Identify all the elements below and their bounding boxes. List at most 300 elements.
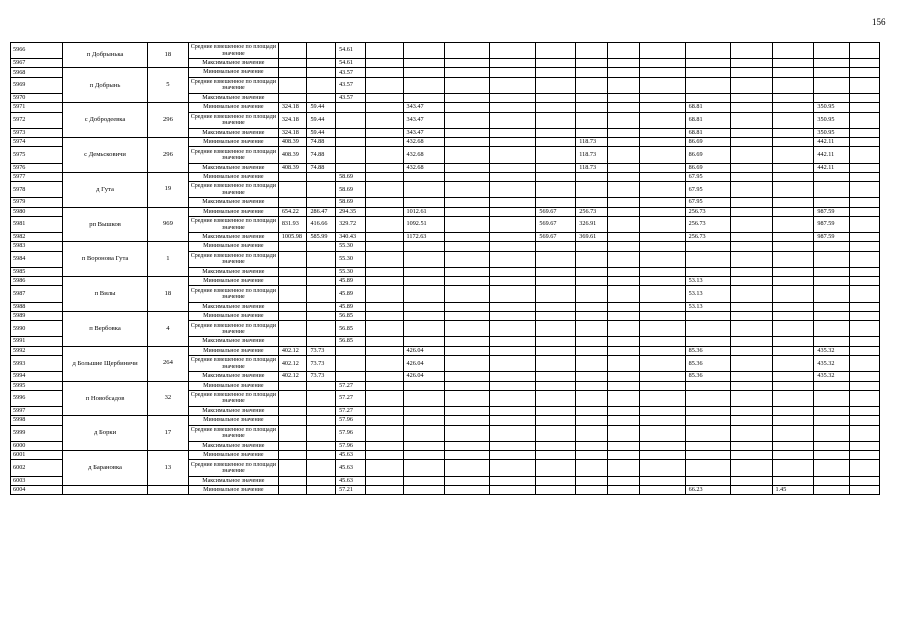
value-cell <box>365 216 403 232</box>
value-cell <box>536 138 576 147</box>
value-cell <box>490 77 536 93</box>
value-cell <box>850 346 880 355</box>
value-cell <box>490 172 536 181</box>
data-sheet <box>10 42 880 495</box>
value-cell <box>850 128 880 137</box>
population-count: 4 <box>147 311 188 346</box>
value-cell <box>850 182 880 198</box>
value-cell <box>576 286 608 302</box>
value-cell: 350.95 <box>814 128 850 137</box>
row-id: 5966 <box>11 43 63 59</box>
row-id: 5987 <box>11 286 63 302</box>
value-cell <box>490 390 536 406</box>
value-cell <box>607 302 639 311</box>
value-type-label: Максимальное значение <box>188 441 278 450</box>
value-cell <box>278 172 307 181</box>
value-cell <box>607 138 639 147</box>
value-cell <box>639 216 685 232</box>
value-cell <box>278 337 307 346</box>
value-cell <box>445 138 490 147</box>
value-cell <box>730 93 772 102</box>
value-cell <box>639 390 685 406</box>
value-cell <box>365 242 403 251</box>
value-cell <box>536 460 576 476</box>
value-cell <box>607 198 639 207</box>
table-row <box>11 485 880 494</box>
value-cell <box>772 372 814 381</box>
value-cell <box>730 242 772 251</box>
value-cell <box>365 390 403 406</box>
value-cell <box>850 390 880 406</box>
value-type-label: Минимальное значение <box>188 346 278 355</box>
value-cell <box>278 267 307 276</box>
value-cell <box>772 138 814 147</box>
value-cell <box>536 476 576 485</box>
value-cell <box>278 416 307 425</box>
value-cell <box>639 251 685 267</box>
value-cell <box>850 277 880 286</box>
value-cell <box>730 68 772 77</box>
value-cell <box>490 425 536 441</box>
value-cell <box>278 476 307 485</box>
value-cell <box>536 103 576 112</box>
value-cell <box>445 286 490 302</box>
value-cell <box>730 163 772 172</box>
value-cell <box>365 172 403 181</box>
value-cell <box>278 390 307 406</box>
value-cell <box>814 390 850 406</box>
value-cell <box>445 251 490 267</box>
value-cell <box>445 372 490 381</box>
value-cell: 350.95 <box>814 112 850 128</box>
value-cell <box>607 172 639 181</box>
value-type-label: Минимальное значение <box>188 451 278 460</box>
value-cell <box>772 182 814 198</box>
value-cell <box>607 267 639 276</box>
value-cell: 369.61 <box>576 233 608 242</box>
value-cell <box>772 128 814 137</box>
row-id: 5973 <box>11 128 63 137</box>
value-cell <box>730 337 772 346</box>
value-cell <box>730 425 772 441</box>
value-cell <box>576 43 608 59</box>
value-cell: 426.04 <box>403 346 445 355</box>
value-cell: 987.59 <box>814 233 850 242</box>
value-cell <box>814 425 850 441</box>
value-cell <box>490 356 536 372</box>
value-type-label: Максимальное значение <box>188 407 278 416</box>
value-cell <box>365 416 403 425</box>
value-cell <box>490 93 536 102</box>
value-cell <box>607 460 639 476</box>
value-cell <box>639 407 685 416</box>
value-cell: 343.47 <box>403 128 445 137</box>
table-body <box>11 43 880 495</box>
row-id: 5997 <box>11 407 63 416</box>
value-cell <box>814 337 850 346</box>
value-cell <box>730 138 772 147</box>
value-cell <box>772 356 814 372</box>
value-cell: 74.88 <box>307 163 336 172</box>
value-cell <box>607 233 639 242</box>
row-id: 5983 <box>11 242 63 251</box>
value-cell <box>607 286 639 302</box>
value-cell: 408.39 <box>278 163 307 172</box>
value-cell <box>365 267 403 276</box>
row-id: 6004 <box>11 485 63 494</box>
value-cell <box>490 286 536 302</box>
value-cell <box>445 425 490 441</box>
value-cell <box>536 372 576 381</box>
value-cell <box>536 77 576 93</box>
value-cell: 416.66 <box>307 216 336 232</box>
value-cell <box>576 242 608 251</box>
value-cell <box>490 128 536 137</box>
value-cell: 67.95 <box>685 182 730 198</box>
value-cell <box>576 198 608 207</box>
value-cell <box>576 381 608 390</box>
population-count: 5 <box>147 68 188 103</box>
value-cell <box>536 277 576 286</box>
value-cell <box>307 286 336 302</box>
value-cell <box>336 372 366 381</box>
value-cell <box>685 460 730 476</box>
settlement-name: п Добрынь <box>63 68 148 103</box>
value-cell <box>576 451 608 460</box>
value-cell <box>403 242 445 251</box>
value-cell <box>403 381 445 390</box>
value-cell: 68.81 <box>685 112 730 128</box>
row-id: 5980 <box>11 207 63 216</box>
value-cell <box>814 476 850 485</box>
value-cell: 55.30 <box>336 242 366 251</box>
value-cell <box>365 451 403 460</box>
value-cell <box>445 198 490 207</box>
value-cell <box>814 172 850 181</box>
value-cell <box>536 112 576 128</box>
value-cell <box>490 441 536 450</box>
value-type-label: Максимальное значение <box>188 93 278 102</box>
value-cell <box>772 416 814 425</box>
value-cell <box>403 182 445 198</box>
value-cell <box>490 321 536 337</box>
value-cell: 402.12 <box>278 356 307 372</box>
value-cell <box>814 321 850 337</box>
value-cell <box>772 425 814 441</box>
value-cell <box>772 172 814 181</box>
value-cell <box>772 311 814 320</box>
value-cell <box>278 77 307 93</box>
value-cell: 256.73 <box>685 207 730 216</box>
value-cell <box>730 321 772 337</box>
value-cell <box>639 172 685 181</box>
value-cell: 408.39 <box>278 147 307 163</box>
value-cell <box>607 182 639 198</box>
value-cell <box>490 216 536 232</box>
value-cell <box>850 337 880 346</box>
value-cell <box>576 425 608 441</box>
value-cell <box>730 147 772 163</box>
value-cell <box>536 267 576 276</box>
value-cell: 324.18 <box>278 103 307 112</box>
value-cell <box>403 302 445 311</box>
value-cell <box>730 277 772 286</box>
value-cell <box>576 68 608 77</box>
value-cell <box>639 112 685 128</box>
value-cell <box>850 77 880 93</box>
row-id: 5991 <box>11 337 63 346</box>
value-cell <box>730 198 772 207</box>
value-cell <box>336 346 366 355</box>
value-cell <box>772 112 814 128</box>
value-cell: 435.32 <box>814 372 850 381</box>
value-cell <box>814 198 850 207</box>
value-cell <box>772 407 814 416</box>
value-cell <box>607 59 639 68</box>
value-cell <box>576 476 608 485</box>
value-cell <box>278 182 307 198</box>
value-cell <box>730 216 772 232</box>
value-cell <box>307 407 336 416</box>
value-cell <box>607 147 639 163</box>
value-cell <box>639 416 685 425</box>
value-cell <box>365 425 403 441</box>
value-type-label: Средние взвешенное по площади значение <box>188 77 278 93</box>
value-cell: 435.32 <box>814 346 850 355</box>
value-cell <box>403 77 445 93</box>
value-cell: 1005.98 <box>278 233 307 242</box>
value-cell <box>639 93 685 102</box>
value-cell <box>850 407 880 416</box>
value-cell: 569.67 <box>536 207 576 216</box>
value-cell: 58.69 <box>336 198 366 207</box>
value-cell: 56.85 <box>336 321 366 337</box>
table-row <box>11 172 880 181</box>
value-cell <box>850 43 880 59</box>
value-cell <box>445 311 490 320</box>
value-cell <box>278 451 307 460</box>
value-type-label: Максимальное значение <box>188 128 278 137</box>
value-cell <box>403 425 445 441</box>
settlement-name: п Вилы <box>63 277 148 312</box>
value-cell <box>490 103 536 112</box>
value-cell <box>730 407 772 416</box>
value-cell <box>607 441 639 450</box>
value-cell <box>814 407 850 416</box>
value-cell <box>685 425 730 441</box>
value-cell <box>403 416 445 425</box>
row-id: 5984 <box>11 251 63 267</box>
value-cell <box>307 451 336 460</box>
value-cell <box>278 198 307 207</box>
value-cell: 86.69 <box>685 163 730 172</box>
row-id: 5979 <box>11 198 63 207</box>
value-cell <box>490 182 536 198</box>
value-cell <box>445 207 490 216</box>
value-cell: 442.11 <box>814 147 850 163</box>
value-cell <box>850 68 880 77</box>
value-cell <box>365 381 403 390</box>
value-cell <box>307 321 336 337</box>
value-cell: 45.89 <box>336 302 366 311</box>
value-cell <box>639 356 685 372</box>
value-cell <box>850 356 880 372</box>
value-cell <box>536 128 576 137</box>
value-cell <box>772 59 814 68</box>
value-cell <box>365 147 403 163</box>
value-cell: 85.36 <box>685 372 730 381</box>
value-cell <box>607 356 639 372</box>
value-cell <box>772 451 814 460</box>
population-count: 1 <box>147 242 188 277</box>
value-cell <box>490 242 536 251</box>
value-cell <box>730 207 772 216</box>
value-cell <box>576 277 608 286</box>
value-cell: 326.91 <box>576 216 608 232</box>
value-cell: 73.73 <box>307 372 336 381</box>
value-cell: 57.27 <box>336 407 366 416</box>
value-cell <box>772 207 814 216</box>
value-cell <box>607 163 639 172</box>
value-cell: 435.32 <box>814 356 850 372</box>
value-cell <box>365 233 403 242</box>
value-cell <box>490 451 536 460</box>
value-cell <box>445 112 490 128</box>
settlement-name: д Борки <box>63 416 148 451</box>
value-cell: 118.73 <box>576 163 608 172</box>
value-cell <box>365 441 403 450</box>
value-cell <box>490 372 536 381</box>
value-cell <box>490 59 536 68</box>
value-cell <box>850 103 880 112</box>
value-cell <box>445 302 490 311</box>
population-count: 32 <box>147 381 188 416</box>
value-cell <box>730 356 772 372</box>
value-cell <box>607 416 639 425</box>
value-cell <box>403 390 445 406</box>
value-cell <box>490 311 536 320</box>
value-cell: 54.61 <box>336 59 366 68</box>
value-cell <box>445 77 490 93</box>
value-cell <box>850 441 880 450</box>
value-cell <box>365 198 403 207</box>
value-type-label: Средние взвешенное по площади значение <box>188 390 278 406</box>
value-type-label: Минимальное значение <box>188 416 278 425</box>
value-cell <box>639 476 685 485</box>
value-type-label: Средние взвешенное по площади значение <box>188 321 278 337</box>
value-cell <box>490 277 536 286</box>
value-cell <box>278 93 307 102</box>
value-cell <box>536 311 576 320</box>
value-cell: 350.95 <box>814 103 850 112</box>
value-cell <box>403 485 445 494</box>
value-cell <box>730 77 772 93</box>
value-cell <box>307 302 336 311</box>
settlement-name: д Большие Щербиничи <box>63 346 148 381</box>
value-cell: 45.89 <box>336 277 366 286</box>
population-count: 18 <box>147 277 188 312</box>
value-cell <box>403 93 445 102</box>
value-cell <box>490 43 536 59</box>
value-cell <box>772 147 814 163</box>
value-cell: 442.11 <box>814 163 850 172</box>
row-id: 5981 <box>11 216 63 232</box>
value-cell <box>685 381 730 390</box>
value-cell <box>278 277 307 286</box>
value-cell <box>814 93 850 102</box>
value-cell <box>403 476 445 485</box>
table-row <box>11 381 880 390</box>
value-cell <box>730 460 772 476</box>
table-row <box>11 138 880 147</box>
value-cell: 85.36 <box>685 346 730 355</box>
value-cell <box>730 172 772 181</box>
value-cell: 831.93 <box>278 216 307 232</box>
value-cell <box>814 251 850 267</box>
value-cell <box>490 112 536 128</box>
value-cell <box>772 68 814 77</box>
value-cell <box>536 68 576 77</box>
value-cell <box>685 311 730 320</box>
value-cell <box>850 93 880 102</box>
row-id: 5988 <box>11 302 63 311</box>
table-row <box>11 103 880 112</box>
table-row <box>11 346 880 355</box>
value-cell <box>365 103 403 112</box>
value-cell <box>850 198 880 207</box>
value-cell: 987.59 <box>814 207 850 216</box>
value-cell: 59.44 <box>307 112 336 128</box>
value-cell <box>536 346 576 355</box>
value-cell <box>307 425 336 441</box>
value-cell <box>445 103 490 112</box>
value-cell <box>772 93 814 102</box>
value-cell <box>490 416 536 425</box>
value-cell <box>445 356 490 372</box>
value-cell <box>639 77 685 93</box>
value-cell <box>850 485 880 494</box>
value-cell <box>814 242 850 251</box>
value-cell <box>685 451 730 460</box>
value-cell <box>445 416 490 425</box>
value-cell: 57.27 <box>336 381 366 390</box>
value-cell <box>445 337 490 346</box>
row-id: 5978 <box>11 182 63 198</box>
value-cell <box>445 390 490 406</box>
value-cell <box>607 43 639 59</box>
row-id: 5971 <box>11 103 63 112</box>
value-cell <box>639 485 685 494</box>
value-cell: 286.47 <box>307 207 336 216</box>
value-cell <box>850 267 880 276</box>
row-id: 5996 <box>11 390 63 406</box>
value-cell: 53.13 <box>685 302 730 311</box>
value-cell: 1012.61 <box>403 207 445 216</box>
value-cell: 408.39 <box>278 138 307 147</box>
value-cell <box>445 172 490 181</box>
row-id: 6001 <box>11 451 63 460</box>
value-cell <box>772 441 814 450</box>
row-id: 5969 <box>11 77 63 93</box>
value-cell <box>403 172 445 181</box>
value-type-label: Средние взвешенное по площади значение <box>188 356 278 372</box>
value-cell <box>576 460 608 476</box>
value-cell <box>490 207 536 216</box>
row-id: 6002 <box>11 460 63 476</box>
value-cell <box>730 311 772 320</box>
value-cell <box>576 128 608 137</box>
value-cell <box>445 277 490 286</box>
